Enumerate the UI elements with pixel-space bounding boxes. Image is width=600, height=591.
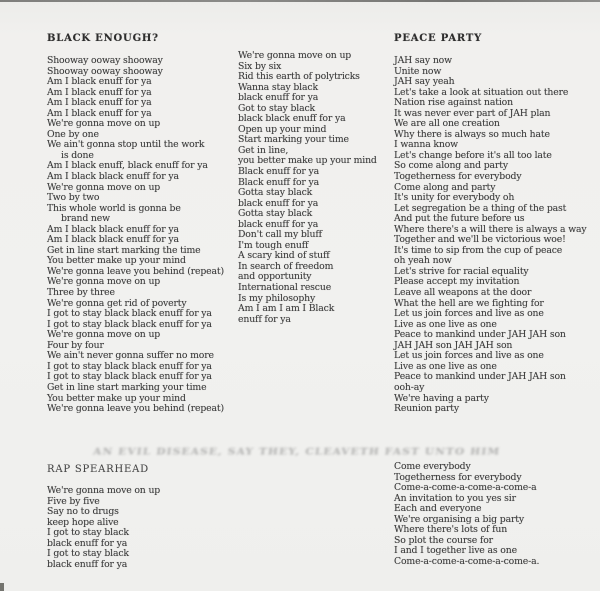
lyric-line: Black enuff for ya <box>238 166 319 178</box>
lyric-line: International rescue <box>238 282 332 294</box>
lyric-line: We're gonna get rid of poverty <box>47 297 187 309</box>
lyric-line: Five by five <box>47 495 100 507</box>
lyric-line: One by one <box>47 128 99 140</box>
lyric-line: Let's strive for racial equality <box>394 265 529 277</box>
lyrics-bottom-right <box>394 462 600 567</box>
lyrics-peace-party <box>394 56 600 415</box>
lyric-line: Gotta stay black <box>238 208 313 220</box>
lyric-line: I got to stay black black enuff for ya <box>47 318 212 330</box>
lyric-line: We're gonna move on up <box>47 276 161 288</box>
lyric-line: We're having a party <box>394 392 489 404</box>
lyric-line: Where there's lots of fun <box>394 524 508 536</box>
lyric-line: Come everybody <box>394 461 471 472</box>
lyric-line: Let's take a look at situation out there <box>394 86 569 98</box>
lyric-line: I got to stay black <box>47 548 129 560</box>
lyric-line: black enuff for ya <box>47 558 128 570</box>
lyric-line: black black enuff for ya <box>238 113 346 125</box>
lyric-line: JAH say yeah <box>394 76 455 88</box>
lyric-line: keep hope alive <box>47 516 119 528</box>
lyric-line: Shooway ooway shooway <box>47 55 163 66</box>
lyric-line: We're gonna move on up <box>47 118 161 130</box>
lyric-line: Togetherness for everybody <box>394 171 522 183</box>
lyric-line: We ain't gonna stop until the work <box>47 139 205 151</box>
lyric-line: Black enuff for ya <box>238 176 319 188</box>
lyric-line: Please accept my invitation <box>394 276 520 288</box>
lyrics-rap-spearhead <box>47 486 242 570</box>
lyric-line: Get in line start marking your time <box>47 381 207 393</box>
lyric-line: Am I black black enuff for ya <box>47 223 179 235</box>
lyric-line: Peace to mankind under JAH JAH son <box>394 371 566 383</box>
lyric-line: brand new <box>61 213 110 225</box>
section-rap-spearhead <box>47 464 242 570</box>
lyric-line: And put the future before us <box>394 213 525 225</box>
section-title-rap-spearhead: RAP SPEARHEAD <box>47 464 149 475</box>
lyric-line: Let us join forces and live as one <box>394 308 544 320</box>
lyric-line: Six by six <box>238 60 282 72</box>
lyric-line: Let's change before it's all too late <box>394 149 552 161</box>
lyric-line: I got to stay black black enuff for ya <box>47 360 212 372</box>
lyric-line: Am I black enuff for ya <box>47 76 152 88</box>
lyric-line: enuff for ya <box>238 313 291 325</box>
lyric-line: Shooway ooway shooway <box>47 65 163 77</box>
lyric-line: In search of freedom <box>238 260 334 272</box>
lyric-line: Am I black enuff for ya <box>47 86 152 98</box>
lyric-line: is done <box>61 149 94 161</box>
lyric-line: Get in line start marking the time <box>47 244 201 256</box>
showthrough-blurred-text: AN EVIL DISEASE, SAY THEY, CLEAVETH FAST UNTO HIM <box>92 447 501 458</box>
lyric-line: Why there is always so much hate <box>394 128 550 140</box>
lyric-line: you better make up your mind <box>238 155 377 167</box>
lyric-line: We're gonna leave you behind (repeat) <box>47 403 224 415</box>
lyric-line: oh yeah now <box>394 255 452 267</box>
scan-corner-mark <box>0 583 4 591</box>
lyric-line: Come-a-come-a-come-a-come-a. <box>394 555 540 567</box>
lyric-line: Unite now <box>394 65 442 77</box>
lyrics-black-enough-col1 <box>47 56 242 415</box>
lyric-line: We ain't never gonna suffer no more <box>47 350 214 362</box>
lyric-line: We're gonna move on up <box>47 181 161 193</box>
lyric-line: Am I black black enuff for ya <box>47 234 179 246</box>
lyric-line: It's unity for everybody oh <box>394 192 515 204</box>
lyric-line: Togetherness for everybody <box>394 471 522 483</box>
section-black-enough-col1 <box>47 33 242 415</box>
lyric-line: Come-a-come-a-come-a-come-a <box>394 482 537 494</box>
lyric-line: Live as one live as one <box>394 318 497 330</box>
lyric-line: Am I black black enuff for ya <box>47 171 179 183</box>
lyric-line: Each and everyone <box>394 503 482 515</box>
lyric-line: We're gonna move on up <box>238 50 352 61</box>
lyric-line: I wanna know <box>394 139 458 151</box>
section-title-peace-party: PEACE PARTY <box>394 33 483 44</box>
lyric-line: JAH JAH son JAH JAH son <box>394 339 513 351</box>
lyric-line: I got to stay black black enuff for ya <box>47 371 212 383</box>
lyric-line: It's time to sip from the cup of peace <box>394 244 563 256</box>
lyric-line: Rid this earth of polytricks <box>238 71 360 83</box>
section-title-black-enough: BLACK ENOUGH? <box>47 33 159 44</box>
lyric-line: You better make up your mind <box>47 392 186 404</box>
section-peace-party <box>394 33 600 415</box>
lyric-line: So plot the course for <box>394 534 493 546</box>
lyric-line: I got to stay black <box>47 527 129 539</box>
lyric-line: Two by two <box>47 192 100 204</box>
lyric-line: Four by four <box>47 339 104 351</box>
lyric-line: black enuff for ya <box>47 537 128 549</box>
lyric-line: Come along and party <box>394 181 496 193</box>
lyric-line: We are all one creation <box>394 118 500 130</box>
lyric-line: and opportunity <box>238 271 312 283</box>
lyric-line: Three by three <box>47 287 115 299</box>
lyric-line: black enuff for ya <box>238 197 319 209</box>
lyric-line: I and I together live as one <box>394 545 517 557</box>
lyric-line: We're gonna leave you behind (repeat) <box>47 265 224 277</box>
lyric-line: You better make up your mind <box>47 255 186 267</box>
section-black-enough-col2 <box>238 51 398 325</box>
lyric-line: We're gonna move on up <box>47 485 161 496</box>
lyric-line: Wanna stay black <box>238 81 318 93</box>
lyric-line: Reunion party <box>394 403 459 415</box>
lyric-line: We're organising a big party <box>394 513 524 525</box>
lyric-line: Where there's a will there is always a way <box>394 223 587 235</box>
lyric-line: I got to stay black black enuff for ya <box>47 308 212 320</box>
lyric-line: An invitation to you yes sir <box>394 492 516 504</box>
lyric-line: Let us join forces and live as one <box>394 350 544 362</box>
lyric-line: Am I black enuff for ya <box>47 97 152 109</box>
lyric-line: I'm tough enuff <box>238 239 309 251</box>
lyrics-black-enough-col2 <box>238 51 398 325</box>
lyric-line: Gotta stay black <box>238 187 313 199</box>
lyric-line: black enuff for ya <box>238 92 319 104</box>
lyric-line: Don't call my bluff <box>238 229 322 241</box>
lyric-line: So come along and party <box>394 160 508 172</box>
lyric-line: Together and we'll be victorious woe! <box>394 234 566 246</box>
lyric-line: JAH say now <box>394 55 452 66</box>
lyric-line: black enuff for ya <box>238 218 319 230</box>
lyric-line: Live as one live as one <box>394 360 497 372</box>
lyric-line: Got to stay black <box>238 102 316 114</box>
lyric-line: What the hell are we fighting for <box>394 297 544 309</box>
lyric-line: Is my philosophy <box>238 292 316 304</box>
lyric-line: Open up your mind <box>238 123 327 135</box>
section-bottom-right <box>394 462 600 567</box>
lyric-line: Am I am I am I Black <box>238 303 335 315</box>
lyric-line: ooh-ay <box>394 381 425 393</box>
lyric-line: Peace to mankind under JAH JAH son <box>394 329 566 341</box>
lyric-line: Nation rise against nation <box>394 97 513 109</box>
lyric-line: Get in line, <box>238 144 289 156</box>
lyric-line: Start marking your time <box>238 134 349 146</box>
lyric-line: A scary kind of stuff <box>238 250 330 262</box>
lyric-line: Say no to drugs <box>47 506 119 518</box>
lyric-line: Leave all weapons at the door <box>394 287 532 299</box>
lyric-line: Am I black enuff, black enuff for ya <box>47 160 208 172</box>
lyric-line: Let segregation be a thing of the past <box>394 202 567 214</box>
lyric-line: Am I black enuff for ya <box>47 107 152 119</box>
scan-top-edge <box>0 0 600 2</box>
lyric-line: We're gonna move on up <box>47 329 161 341</box>
lyric-line: This whole world is gonna be <box>47 202 181 214</box>
lyric-line: It was never ever part of JAH plan <box>394 107 551 119</box>
